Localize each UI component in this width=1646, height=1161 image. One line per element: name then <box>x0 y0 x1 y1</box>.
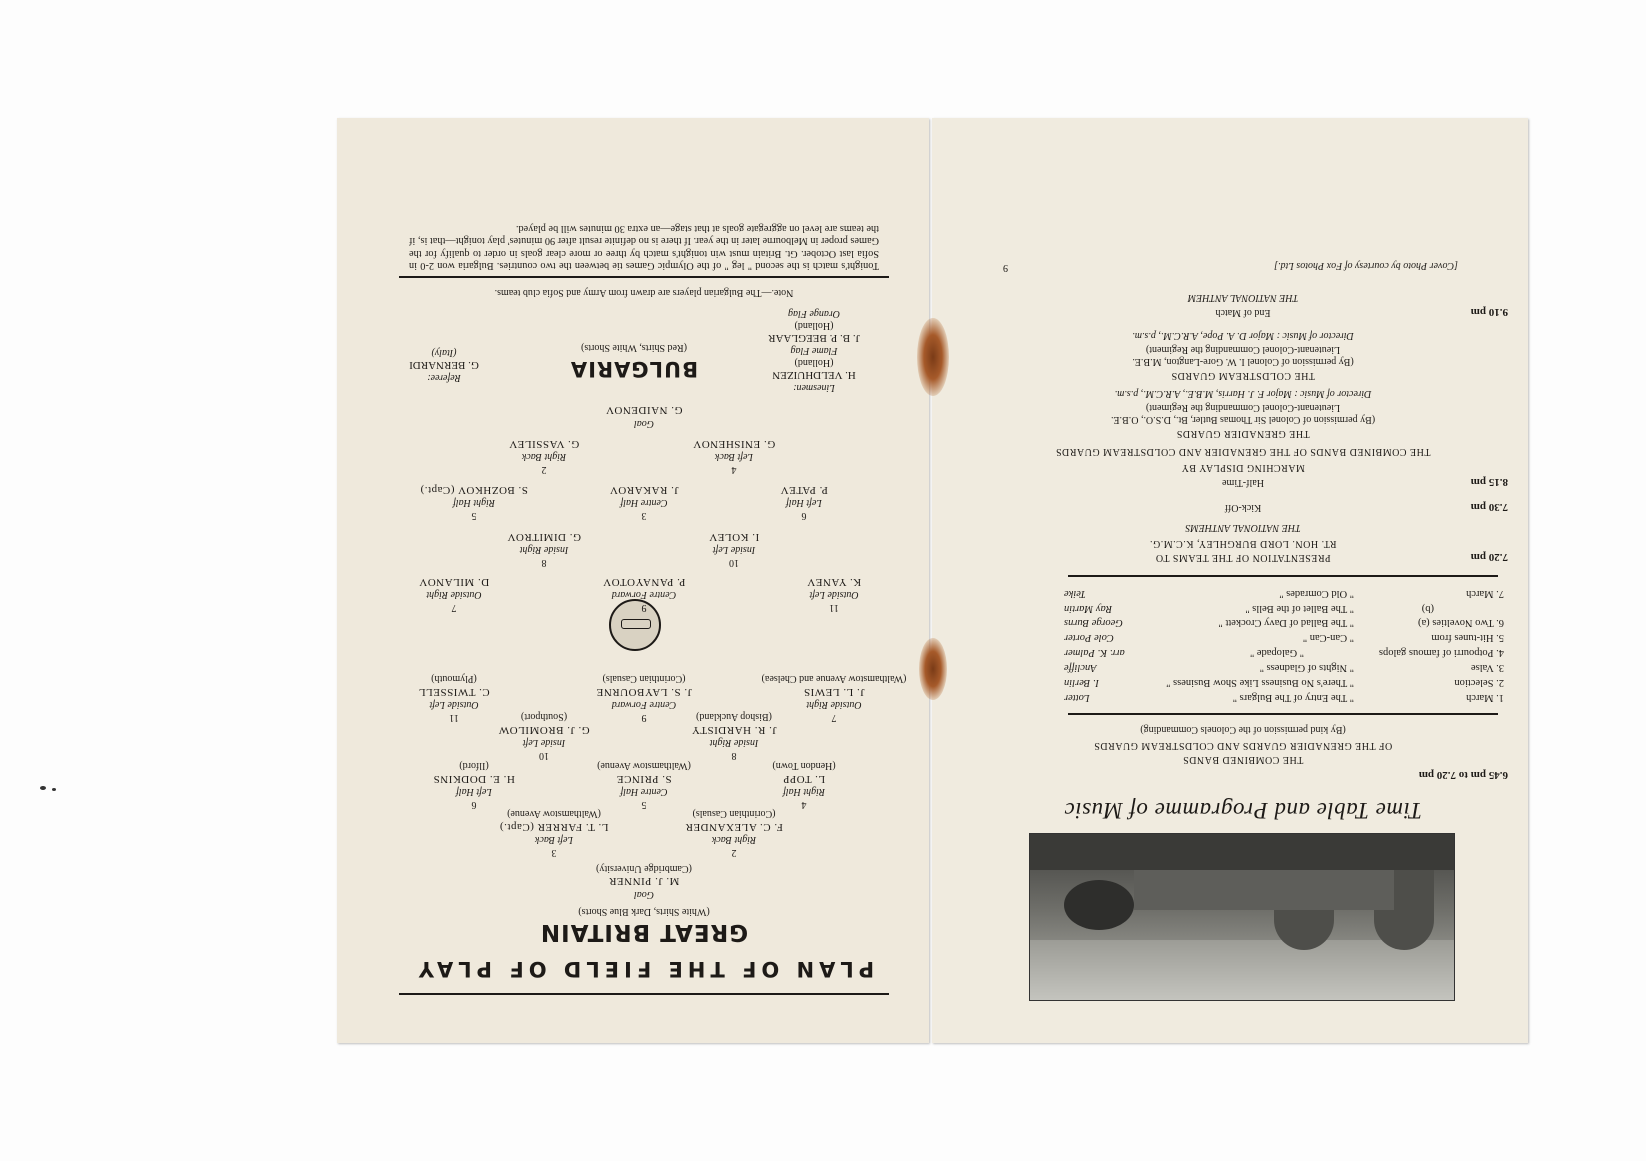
slot1-time: 6.45 pm to 7.20 pm <box>1418 769 1508 781</box>
programme-row: 4. Potpourri of famous galops " Galopade " arr. K. Palmer <box>1064 647 1504 658</box>
bul-player-centre-forward: 9 Centre Forward P. PANAYOTOV <box>602 576 686 613</box>
bul-player-outside-right: 7 Outside Right D. MILANOV <box>418 576 490 613</box>
t720-time: 7.20 pm <box>1470 551 1508 563</box>
grenadier-title: THE GRENADIER GUARDS <box>1176 428 1310 439</box>
gb-player-goal: Goal M. J. PINNER (Cambridge University) <box>596 862 692 900</box>
gb-player-left-back: 3 Left Back L. T. FARRER (Capt.) (Walthamstow Avenue) <box>499 808 609 858</box>
top-rule <box>399 993 889 995</box>
bul-player-centre-half: 3 Centre Half J. RAKAROV <box>609 484 679 521</box>
bul-player-left-half: 6 Left Half P. PATEV <box>780 484 828 521</box>
t815-line2: MARCHING DISPLAY BY <box>1181 462 1305 473</box>
gb-player-right-back: 2 Right Back F. C. ALEXANDER (Corinthian Casuals) <box>685 808 783 858</box>
gb-player-outside-right: 7 Outside Right J. L. LEWIS (Walthamstow Avenue and Chelsea) <box>761 673 907 723</box>
programme-row: 1. March " The Entry of The Bulgars " Lotter <box>1064 692 1504 703</box>
bul-player-right-half: 5 Right Half S. BOZHKOV (Capt.) <box>420 484 528 521</box>
coldstream-director: Director of Music : Major D. A. Pope, A.R.C.M., p.s.m. <box>1132 330 1354 341</box>
page-number: 9 <box>1003 262 1008 273</box>
photo-credit: [Cover Photo by courtesy of Fox Photos Ltd.] <box>1274 260 1458 271</box>
music-title: Time Table and Programme of Music <box>1064 798 1422 823</box>
t910-time: 9.10 pm <box>1470 306 1508 318</box>
bul-player-right-back: 2 Right Back G. VASSILEV <box>508 438 580 475</box>
plan-title: PLAN OF THE FIELD OF PLAY <box>413 957 875 981</box>
team-away-name: BULGARIA <box>569 357 699 381</box>
t720-line3: THE NATIONAL ANTHEMS <box>1185 522 1301 533</box>
bul-player-goal: Goal G. NAIDENOV <box>605 404 683 429</box>
t720-line1: PRESENTATION OF THE TEAMS TO <box>1155 552 1331 563</box>
programme-top-rule <box>1068 713 1498 715</box>
t910-text: End of Match <box>1215 307 1271 318</box>
team-away-kit: (Red Shirts, White Shorts) <box>581 342 687 353</box>
gb-player-right-half: 4 Right Half L. TOPP (Hendon Town) <box>772 760 836 810</box>
bulgarian-note: Note.—The Bulgarian players are drawn from Army and Sofia club teams. <box>494 287 794 298</box>
music-programme-page <box>932 118 1528 1043</box>
field-plan-page <box>337 118 929 1043</box>
scan-speck <box>40 786 46 790</box>
field-plan-page-inverted <box>337 118 929 1043</box>
slot1-line3: (By kind permission of the Colonels Commanding) <box>1140 724 1346 735</box>
programme-row: 7. March " Old Comrades " Teike <box>1064 588 1504 599</box>
coldstream-permission-2: Lieutenant-Colonel Commanding the Regiment) <box>1145 344 1341 355</box>
t815-text: Half-Time <box>1222 477 1264 488</box>
stadium-cover-photo <box>1029 833 1455 1001</box>
referee-block: Referee: G. BERNARDI (Italy) <box>409 346 479 383</box>
team-home-kit: (White Shirts, Dark Blue Shorts) <box>578 906 710 917</box>
gb-player-centre-forward: 9 Centre Forward J. S. LAYBOURNE (Corinthian Casuals) <box>596 673 692 723</box>
gb-player-inside-right: 8 Inside Right J. R. HARDISTY (Bishop Auckland) <box>691 711 777 761</box>
staple-rust-mark <box>919 638 947 700</box>
gb-player-inside-left: 10 Inside Left G. J. BROMILOW (Southport) <box>498 711 590 761</box>
t720-line2: RT. HON. LORD BURGHLEY, K.C.M.G. <box>1149 538 1337 549</box>
bul-player-left-back: 4 Left Back G. ENISHENOV <box>692 438 776 475</box>
programme-row: 3. Valse " Nights of Gladness " Ancliffe <box>1064 662 1504 673</box>
t730-time: 7.30 pm <box>1470 501 1508 513</box>
team-home-name: GREAT BRITAIN <box>539 919 749 945</box>
gb-player-outside-left: 11 Outside Left C. TWISSELL (Plymouth) <box>418 673 490 723</box>
linesmen-block: Linesmen: H. VELDHUIZEN (Holland) Flame Flag J. B. P. BEEGLAAR (Holland) Orange Flag <box>768 307 860 393</box>
t815-line3: THE COMBINED BANDS OF THE GRENADIER AND COLDSTREAM GUARDS <box>1055 446 1431 457</box>
coldstream-title: THE COLDSTREAM GUARDS <box>1171 370 1315 381</box>
match-paragraph: Tonight's match is the second " leg " of the Olympic Games tie between the two countries. Bulgaria won 2-0 in Sofia last October. Gt. Britain must win tonight's match by three or more clear goals in order to qualify for the Games proper in Melbourne later in the year. If there is no definite result after 90 minutes' play tonight—that is, if the teams are level on aggregate goals at that stage—an extra 30 minutes will be played. <box>409 222 879 271</box>
gb-player-centre-half: 5 Centre Half S. PRINCE (Walthamstow Avenue) <box>597 760 691 810</box>
programme-bottom-rule <box>1068 575 1498 577</box>
bul-player-inside-right: 8 Inside Right G. DIMITROV <box>507 531 581 568</box>
programme-row: 5. Hit-tunes from " Can-Can " Cole Porter <box>1064 632 1504 643</box>
slot1-line2: OF THE GRENADIER GUARDS AND COLDSTREAM GUARDS <box>1093 740 1393 751</box>
grenadier-permission-2: Lieutenant-Colonel Commanding the Regiment) <box>1145 402 1341 413</box>
bul-player-outside-left: 11 Outside Left K. YANEV <box>806 576 862 613</box>
coldstream-permission: (By permission of Colonel I. W. Gore-Langton, M.B.E. <box>1132 356 1354 367</box>
slot1-line1: THE COMBINED BANDS <box>1182 754 1304 765</box>
t730-text: Kick-Off <box>1224 502 1262 513</box>
staple-rust-mark <box>917 318 949 396</box>
music-programme-page-inverted <box>932 118 1528 1043</box>
national-anthem: THE NATIONAL ANTHEM <box>1187 292 1299 303</box>
grenadier-director: Director of Music : Major F. J. Harris, M.B.E., A.R.C.M., p.s.m. <box>1114 388 1372 399</box>
programme-row: 6. Two Novelties (a) " The Ballad of Davy Crockett " George Burns <box>1064 617 1504 628</box>
programme-row: 2. Selection " There's No Business Like Show Business " I. Berlin <box>1064 677 1504 688</box>
programme-booklet <box>337 118 1528 1043</box>
gb-player-left-half: 6 Left Half H. E. DODKINS (Ilford) <box>433 760 515 810</box>
bul-player-inside-left: 10 Inside Left I. KOLEV <box>708 531 760 568</box>
t815-time: 8.15 pm <box>1470 476 1508 488</box>
note-rule <box>399 276 889 278</box>
scan-speck <box>52 788 56 791</box>
programme-row: (b) " The Ballet of the Bells " Ray Martin <box>1064 603 1434 614</box>
grenadier-permission: (By permission of Colonel Sir Thomas Butler, Bt., D.S.O., O.B.E. <box>1110 414 1376 425</box>
